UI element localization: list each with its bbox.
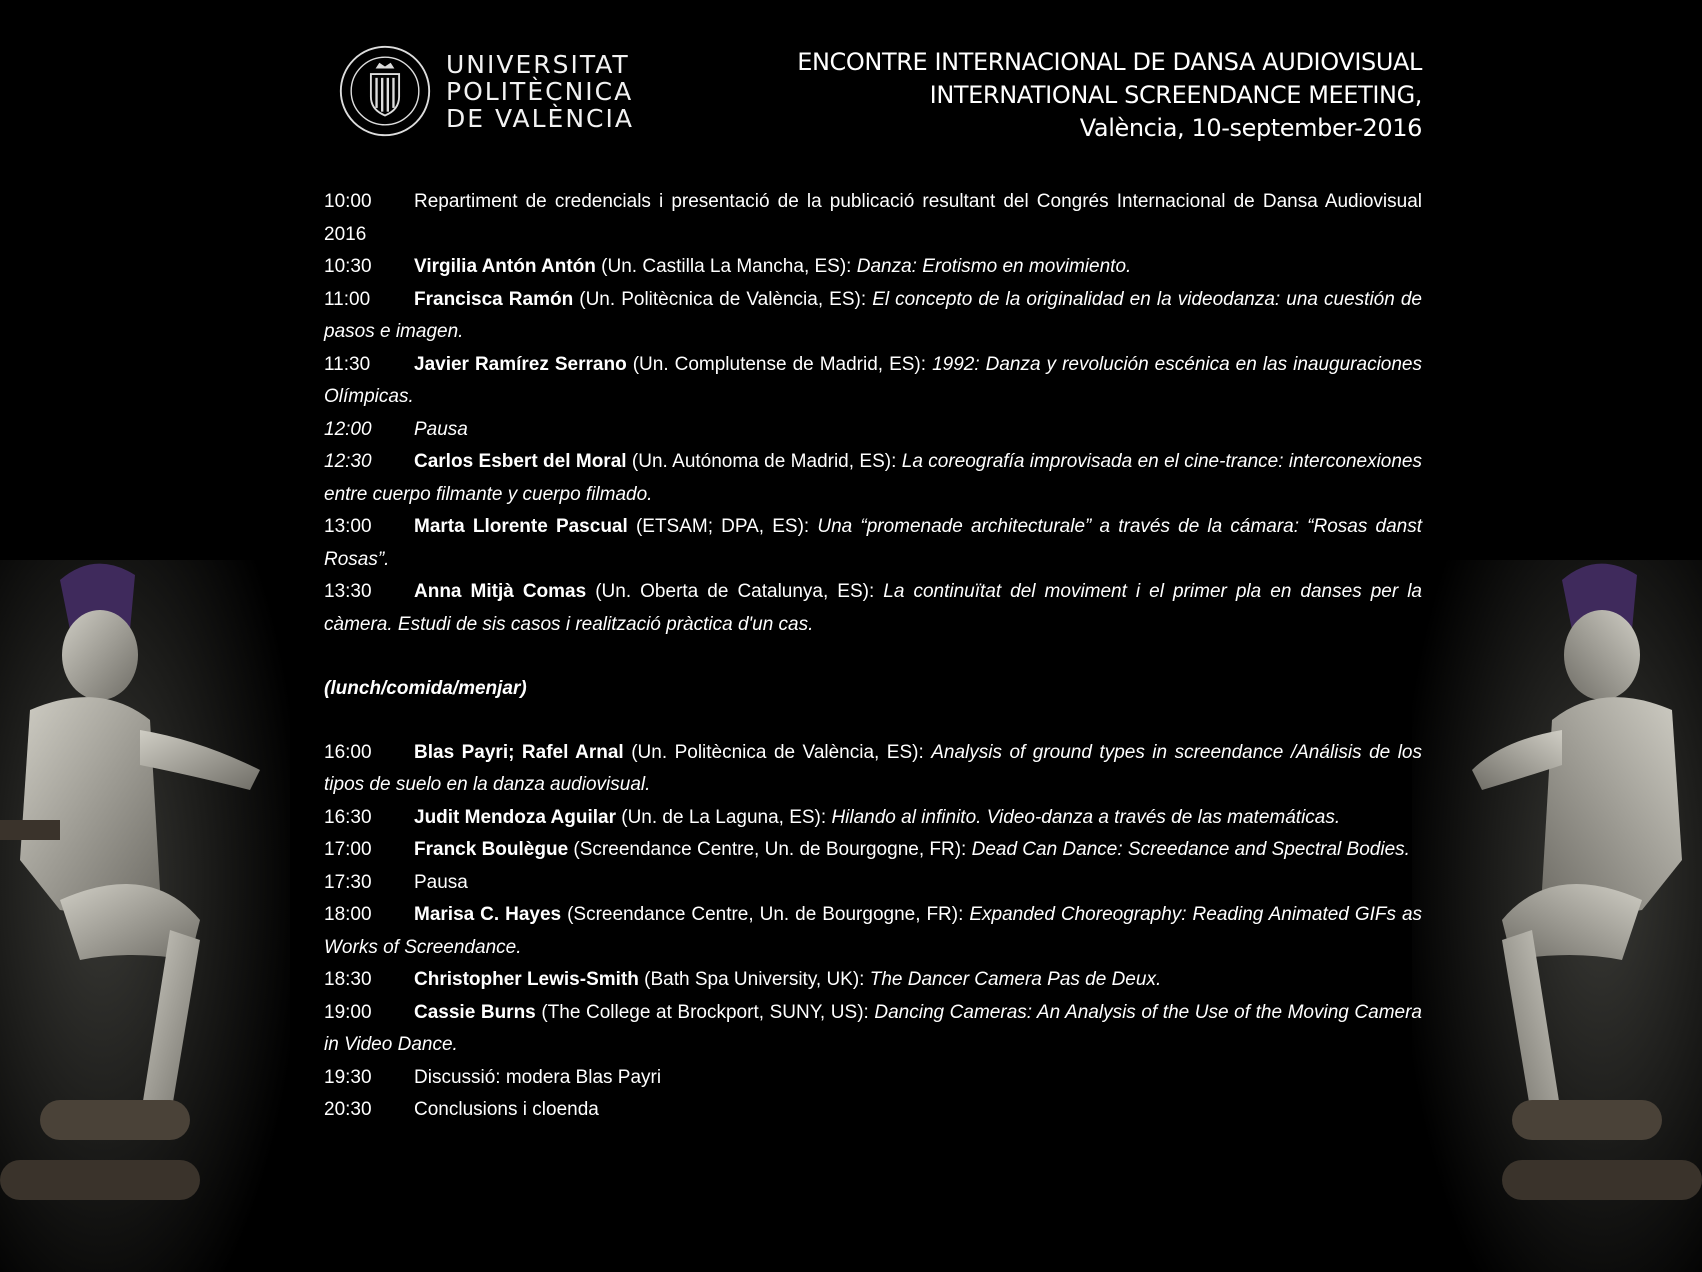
entry-speaker: Virgilia Antón Antón	[414, 256, 596, 277]
program-afternoon	[324, 737, 1422, 1127]
entry-speaker: Carlos Esbert del Moral	[414, 451, 627, 472]
entry-time: 10:30	[324, 256, 372, 277]
entry-time: 16:00	[324, 741, 372, 763]
program-entry	[324, 964, 1422, 997]
entry-speaker: Anna Mitjà Comas	[414, 581, 587, 602]
entry-title: El concepto de la originalidad en la videodanza: una cuestión de pasos e imagen.	[324, 288, 1422, 342]
entry-title: La coreografía improvisada en el cine-trance: interconexiones entre cuerpo filmante y cuerpo filmado.	[324, 451, 1422, 505]
entry-affiliation: (Screendance Centre, Un. de Bourgogne, FR):	[568, 839, 972, 860]
entry-speaker: Marta Llorente Pascual	[414, 516, 628, 537]
dancer-photo-right	[1412, 560, 1702, 1272]
entry-affiliation: Pausa	[414, 871, 468, 893]
entry-affiliation: (Un. Autónoma de Madrid, ES):	[626, 451, 902, 472]
program-entry	[324, 511, 1422, 576]
entry-affiliation: (Un. Politècnica de València, ES):	[623, 741, 932, 763]
event-date: València, 10-september-2016	[1079, 114, 1422, 142]
program-morning	[324, 186, 1422, 641]
entry-affiliation: (Un. Complutense de Madrid, ES):	[626, 353, 933, 375]
entry-affiliation: (Screendance Centre, Un. de Bourgogne, FR):	[561, 904, 970, 925]
program-entry	[324, 802, 1422, 835]
university-name-line2: POLITÈCNICA	[446, 76, 634, 106]
program-entry	[324, 1094, 1422, 1127]
entry-speaker: Francisca Ramón	[414, 288, 574, 310]
entry-speaker: Cassie Burns	[414, 1001, 536, 1023]
entry-time: 18:30	[324, 969, 372, 990]
entry-title: Danza: Erotismo en movimiento.	[856, 256, 1132, 277]
lunch-break: (lunch/comida/menjar)	[324, 678, 527, 699]
entry-title: 1992: Danza y revolución escénica en las inauguraciones Olímpicas.	[324, 353, 1422, 407]
entry-speaker: Javier Ramírez Serrano	[414, 353, 627, 375]
entry-time: 11:00	[324, 288, 371, 310]
entry-time: 17:30	[324, 871, 372, 893]
entry-affiliation: (Bath Spa University, UK):	[638, 969, 870, 990]
entry-time: 16:30	[324, 806, 372, 828]
entry-affiliation: Repartiment de credencials i presentació de la publicació resultant del Congrés Internacional de Dansa Audiovisual 2016	[324, 191, 1422, 245]
entry-title: Dancing Cameras: An Analysis of the Use of the Moving Camera in Video Dance.	[324, 1001, 1422, 1055]
program-entry	[324, 737, 1422, 802]
entry-speaker: Marisa C. Hayes	[414, 904, 562, 925]
entry-affiliation: (Un. Politècnica de València, ES):	[573, 288, 873, 310]
program-entry	[324, 997, 1422, 1062]
program-entry	[324, 284, 1422, 349]
entry-speaker: Judit Mendoza Aguilar	[414, 806, 616, 828]
entry-time: 12:00	[324, 418, 372, 440]
program-entry	[324, 414, 1422, 447]
entry-time: 10:00	[324, 191, 372, 212]
event-title-ca: ENCONTRE INTERNACIONAL DE DANSA AUDIOVISUAL	[797, 48, 1422, 76]
entry-time: 11:30	[324, 353, 371, 375]
entry-time: 20:30	[324, 1099, 372, 1120]
dancer-photo-left	[0, 560, 290, 1272]
program-entry	[324, 1062, 1422, 1095]
university-name-line3: DE VALÈNCIA	[446, 103, 634, 133]
entry-title: Hilando al infinito. Video-danza a través de las matemáticas.	[831, 806, 1341, 828]
event-title-en: INTERNATIONAL SCREENDANCE MEETING,	[929, 81, 1422, 109]
program-entry	[324, 899, 1422, 964]
entry-affiliation: (Un. de La Laguna, ES):	[615, 806, 832, 828]
entry-title: The Dancer Camera Pas de Deux.	[869, 969, 1162, 990]
entry-affiliation: (ETSAM; DPA, ES):	[627, 516, 818, 537]
entry-time: 19:00	[324, 1001, 372, 1023]
entry-time: 17:00	[324, 839, 372, 860]
entry-affiliation: Discussió: modera Blas Payri	[414, 1066, 662, 1088]
entry-title: La continuïtat del moviment i el primer pla en danses per la càmera. Estudi de sis casos i realització pràctica d'un cas.	[324, 581, 1422, 635]
entry-affiliation: (The College at Brockport, SUNY, US):	[535, 1001, 875, 1023]
entry-time: 13:30	[324, 581, 372, 602]
program-entry	[324, 446, 1422, 511]
university-logo	[338, 44, 634, 138]
entry-affiliation: (Un. Castilla La Mancha, ES):	[595, 256, 857, 277]
entry-speaker: Franck Boulègue	[414, 839, 569, 860]
program-entry	[324, 834, 1422, 867]
entry-title: Pausa	[414, 418, 468, 440]
entry-time: 12:30	[324, 451, 372, 472]
entry-title: Analysis of ground types in screendance /Análisis de los tipos de suelo en la danza audiovisual.	[324, 741, 1422, 795]
entry-time: 18:00	[324, 904, 372, 925]
program-list	[324, 186, 1422, 1127]
university-name-line1: UNIVERSITAT	[446, 49, 630, 79]
entry-affiliation: (Un. Oberta de Catalunya, ES):	[586, 581, 884, 602]
entry-time: 13:00	[324, 516, 372, 537]
program-entry	[324, 349, 1422, 414]
entry-speaker: Christopher Lewis-Smith	[414, 969, 639, 990]
entry-title: Expanded Choreography: Reading Animated GIFs as Works of Screendance.	[324, 904, 1423, 958]
program-entry	[324, 186, 1422, 251]
entry-title: Una “promenade architecturale” a través de la cámara: “Rosas danst Rosas”.	[324, 516, 1422, 570]
entry-affiliation: Conclusions i cloenda	[414, 1099, 599, 1120]
university-seal-icon	[338, 44, 432, 138]
program-entry	[324, 576, 1422, 641]
university-name	[446, 51, 634, 132]
program-entry	[324, 867, 1422, 900]
event-header	[797, 46, 1422, 145]
entry-time: 19:30	[324, 1066, 372, 1088]
program-entry	[324, 251, 1422, 284]
entry-title: Dead Can Dance: Screedance and Spectral Bodies.	[971, 839, 1410, 860]
entry-speaker: Blas Payri; Rafel Arnal	[414, 741, 624, 763]
